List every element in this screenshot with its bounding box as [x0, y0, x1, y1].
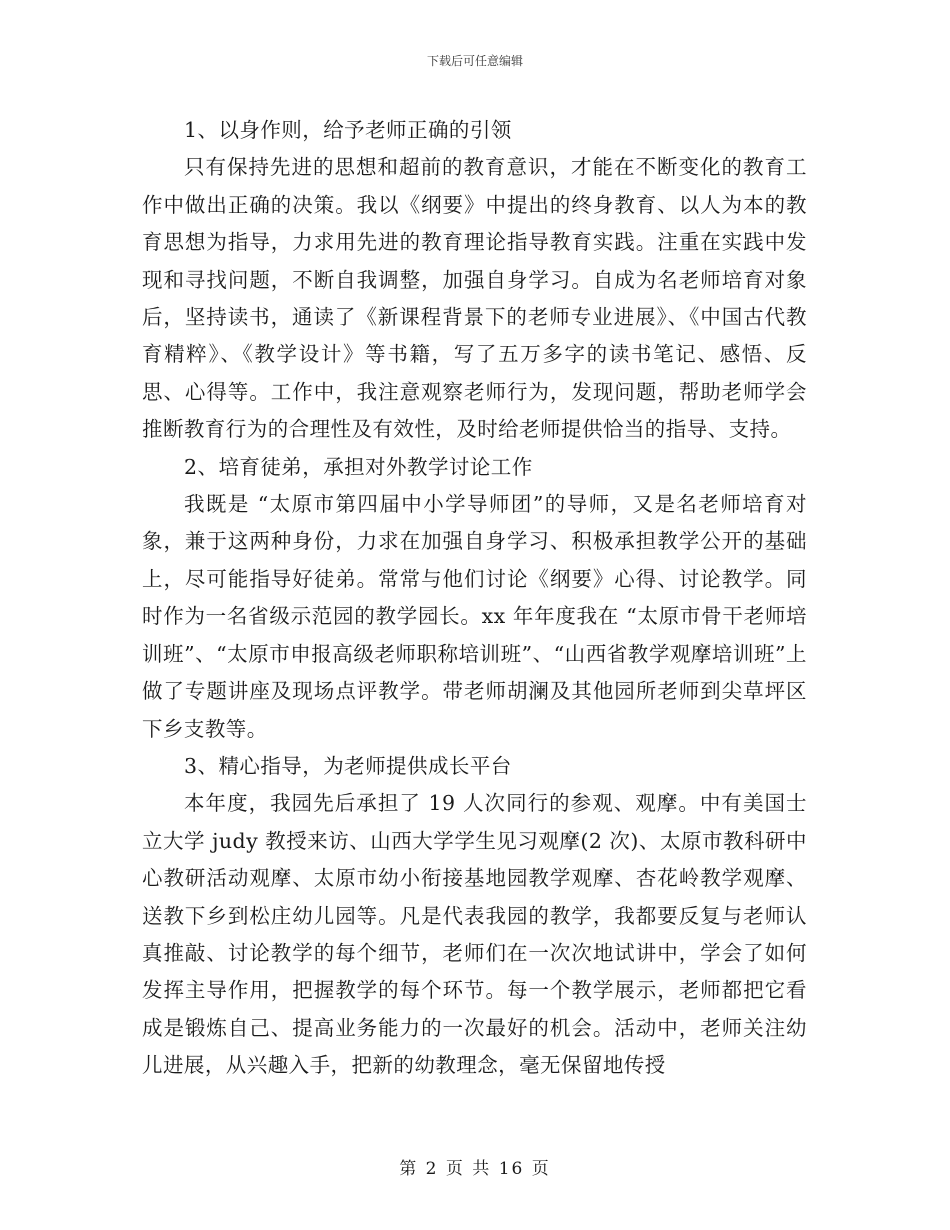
section-3-heading: 3、精心指导，为老师提供成长平台 — [184, 753, 512, 778]
page-number-footer: 第 2 页 共 16 页 — [399, 1159, 551, 1179]
section-1-heading: 1、以身作则，给予老师正确的引领 — [184, 118, 512, 142]
document-body — [142, 112, 807, 1085]
section-3-paragraph: 本年度，我园先后承担了 19 人次同行的参观、观摩。中有美国士立大学 judy 教授来访、山西大学学生见习观摩(2 次)、太原市教科研中心教研活动观摩、太原市幼小衔接基地园教学观摩、杏花岭教学观摩、送教下乡到松庄幼儿园等。凡是代表我园的教学，我都要反复与老师认真推敲、讨论教学的每个细节，老师们在一次次地试讲中，学会了如何发挥主导作用，把握教学的每个环节。每一个教学展示，老师都把它看成是锻炼自己、提高业务能力的一次最好的机会。活动中，老师关注幼儿进展，从兴趣入手，把新的幼教理念，毫无保留地传授 — [142, 791, 807, 1078]
page-header-note: 下载后可任意编辑 — [426, 54, 523, 68]
section-1-paragraph: 只有保持先进的思想和超前的教育意识，才能在不断变化的教育工作中做出正确的决策。我以《纲要》中提出的终身教育、以人为本的教育思想为指导，力求用先进的教育理论指导教育实践。注重在实践中发现和寻找问题，不断自我调整，加强自身学习。自成为名老师培育对象后，坚持读书，通读了《新课程背景下的老师专业进展》、《中国古代教育精粹》、《教学设计》等书籍，写了五万多字的读书笔记、感悟、反思、心得等。工作中，我注意观察老师行为，发现问题，帮助老师学会推断教育行为的合理性及有效性，及时给老师提供恰当的指导、支持。 — [142, 155, 807, 442]
section-2-paragraph: 我既是 “太原市第四届中小学导师团”的导师，又是名老师培育对象，兼于这两种身份，力求在加强自身学习、积极承担教学公开的基础上，尽可能指导好徒弟。常常与他们讨论《纲要》心得、讨论教学。同时作为一名省级示范园的教学园长。xx 年年度我在 “太原市骨干老师培训班”、“太原市申报高级老师职称培训班”、“山西省教学观摩培训班”上做了专题讲座及现场点评教学。带老师胡澜及其他园所老师到尖草坪区下乡支教等。 — [142, 492, 807, 741]
section-2-heading: 2、培育徒弟，承担对外教学讨论工作 — [184, 454, 533, 479]
